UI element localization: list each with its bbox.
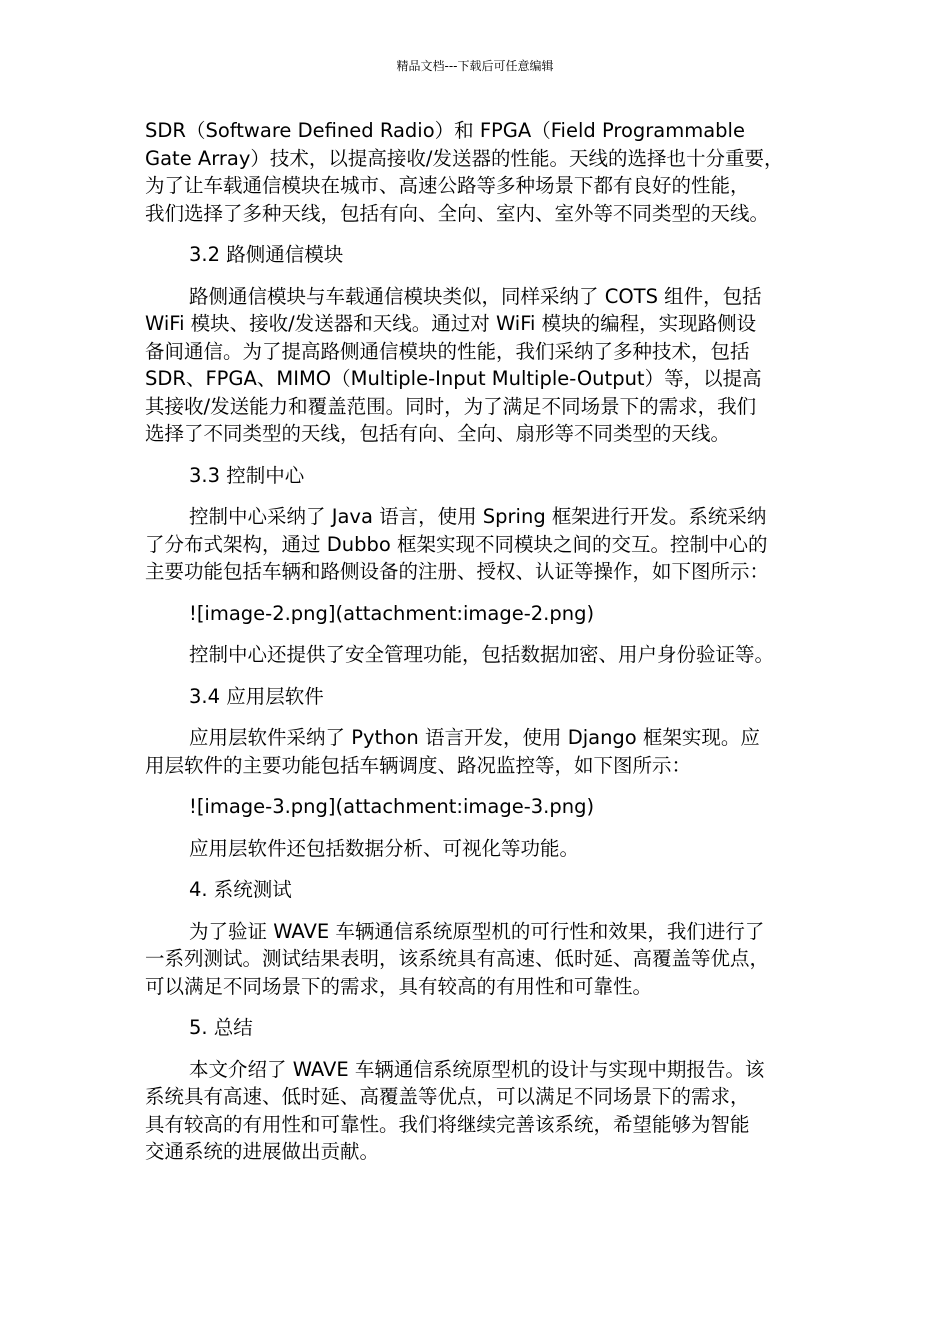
paragraph-line: 一系列测试。测试结果表明，该系统具有高速、低时延、高覆盖等优点， [145, 947, 770, 970]
paragraph-line: 备间通信。为了提高路侧通信模块的性能，我们采纳了多种技术，包括 [145, 339, 750, 363]
paragraph-line: 可以满足不同场景下的需求，具有较高的有用性和可靠性。 [145, 974, 653, 998]
document-body [145, 117, 817, 1180]
paragraph-line: 选择了不同类型的天线，包括有向、全向、扇形等不同类型的天线。 [145, 422, 731, 445]
text-line: 应用层软件还包括数据分析、可视化等功能。 [189, 836, 580, 860]
section-heading: 3.2 路侧通信模块 [189, 243, 344, 266]
paragraph-line: 具有较高的有用性和可靠性。我们将继续完善该系统，希望能够为智能 [145, 1112, 750, 1136]
paragraph-line: SDR、FPGA、MIMO（Multiple-Input Multiple-Output）等，以提高 [145, 367, 762, 390]
paragraph-line: SDR（Software Defined Radio）和 FPGA（Field Programmable [145, 119, 745, 142]
paragraph-line: 控制中心采纳了 Java 语言，使用 Spring 框架进行开发。系统采纳 [189, 505, 767, 528]
paragraph-line: 交通系统的进展做出贡献。 [145, 1140, 380, 1163]
paragraph-line: 其接收/发送能力和覆盖范围。同时，为了满足不同场景下的需求，我们 [145, 394, 757, 418]
paragraph-line: 我们选择了多种天线，包括有向、全向、室内、室外等不同类型的天线。 [145, 201, 770, 225]
section-heading: 4. 系统测试 [189, 878, 292, 901]
text-line: 控制中心还提供了安全管理功能，包括数据加密、用户身份验证等。 [189, 643, 775, 666]
paragraph-line: 系统具有高速、低时延、高覆盖等优点，可以满足不同场景下的需求， [145, 1085, 750, 1108]
section-heading: 3.4 应用层软件 [189, 684, 324, 708]
paragraph-line: 为了让车载通信模块在城市、高速公路等多种场景下都有良好的性能， [145, 174, 750, 197]
paragraph-line: 本文介绍了 WAVE 车辆通信系统原型机的设计与实现中期报告。该 [189, 1057, 765, 1081]
paragraph-line: WiFi 模块、接收/发送器和天线。通过对 WiFi 模块的编程，实现路侧设 [145, 312, 757, 335]
paragraph-line: 用层软件的主要功能包括车辆调度、路况监控等，如下图所示： [145, 753, 692, 777]
text-line: ![image-2.png](attachment:image-2.png) [189, 601, 595, 625]
paragraph [145, 1056, 817, 1166]
paragraph-line: 了分布式架构，通过 Dubbo 框架实现不同模块之间的交互。控制中心的 [145, 532, 768, 556]
text-line: ![image-3.png](attachment:image-3.png) [189, 795, 595, 818]
paragraph-line: 路侧通信模块与车载通信模块类似，同样采纳了 COTS 组件，包括 [189, 284, 762, 308]
paragraph-line: 主要功能包括车辆和路侧设备的注册、授权、认证等操作，如下图所示： [145, 560, 770, 583]
paragraph [145, 918, 817, 1001]
paragraph [145, 503, 817, 586]
paragraph-line: 应用层软件采纳了 Python 语言开发，使用 Django 框架实现。应 [189, 726, 760, 749]
section-heading: 3.3 控制中心 [189, 463, 305, 487]
paragraph [145, 117, 817, 227]
page-header: 精品文档---下载后可任意编辑 [396, 59, 554, 73]
paragraph [145, 724, 817, 779]
section-heading: 5. 总结 [189, 1016, 253, 1039]
paragraph-line: 为了验证 WAVE 车辆通信系统原型机的可行性和效果，我们进行了 [189, 919, 765, 943]
paragraph-line: Gate Array）技术，以提高接收/发送器的性能。天线的选择也十分重要， [145, 146, 784, 170]
paragraph [145, 283, 817, 448]
